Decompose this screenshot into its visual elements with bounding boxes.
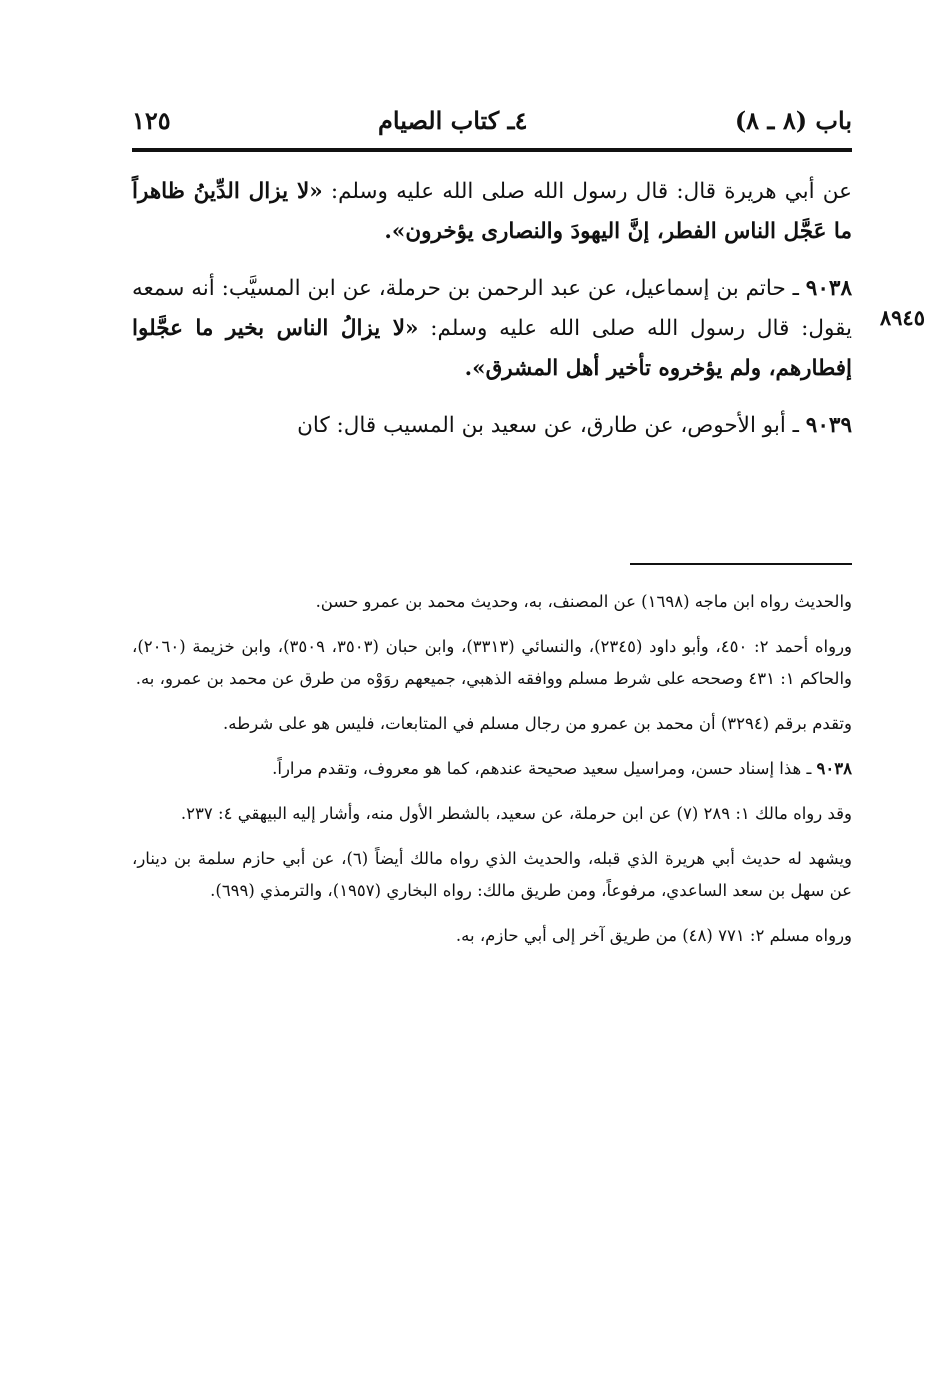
hadith-chain: عن أبي هريرة قال: قال رسول الله صلى الله عليه وسلم: (322, 179, 852, 204)
footnote-number: ٩٠٣٨ (816, 759, 852, 778)
hadith-paragraph-1 (132, 172, 852, 252)
page-number: ١٢٥ (132, 105, 171, 135)
main-text (132, 172, 852, 463)
hadith-number: ٩٠٣٩ (805, 413, 852, 438)
footnotes (132, 586, 852, 965)
hadith-chain: ـ أبو الأحوص، عن طارق، عن سعيد بن المسيب قال: كان (297, 413, 806, 438)
footnote: وتقدم برقم (٣٢٩٤) أن محمد بن عمرو من رجال مسلم في المتابعات، فليس هو على شرطه. (223, 714, 852, 733)
footnote: وقد رواه مالك ١: ٢٨٩ (٧) عن ابن حرملة، عن سعيد، بالشطر الأول منه، وأشار إليه البيهقي ٤: ٢٣٧. (180, 804, 852, 823)
book-title: ٤ـ كتاب الصيام (378, 105, 528, 135)
chapter-reference: باب (٨ ـ ٨) (734, 105, 852, 135)
footnote: ورواه أحمد ٢: ٤٥٠، وأبو داود (٢٣٤٥)، والنسائي (٣٣١٣)، وابن حبان (٣٥٠٣، ٣٥٠٩)، وابن خزيمة (٢٠٦٠)، والحاكم ١: ٤٣١ وصححه على شرط مسلم ووافقه الذهبي، جميعهم روَوْه من طرق عن محمد بن عمرو، به. (132, 637, 853, 688)
hadith-paragraph-2 (132, 269, 852, 389)
hadith-quote: «لا يزال الدِّينُ ظاهراً ما عَجَّل الناس الفطر، إنَّ اليهودَ والنصارى يؤخرون». (132, 179, 852, 244)
footnote: ويشهد له حديث أبي هريرة الذي قبله، والحديث الذي رواه مالك أيضاً (٦)، عن أبي حازم سلمة بن دينار، عن سهل بن سعد الساعدي، مرفوعاً، ومن طريق مالك: رواه البخاري (١٩٥٧)، والترمذي (٦٩٩). (132, 849, 853, 900)
hadith-chain: ـ حاتم بن إسماعيل، عن عبد الرحمن بن حرملة، عن ابن المسيَّب: أنه سمعه يقول: قال رسول الله صلى الله عليه وسلم: (132, 276, 853, 341)
hadith-paragraph-3 (132, 406, 852, 446)
margin-reference-number: ٨٩٤٥ (879, 305, 925, 330)
footnote: والحديث رواه ابن ماجه (١٦٩٨) عن المصنف، به، وحديث محمد بن عمرو حسن. (315, 592, 852, 611)
footnote-text: ـ هذا إسناد حسن، ومراسيل سعيد صحيحة عندهم، كما هو معروف، وتقدم مراراً. (272, 759, 817, 778)
hadith-number: ٩٠٣٨ (805, 276, 852, 301)
footnote: ورواه مسلم ٢: ٧٧١ (٤٨) من طريق آخر إلى أبي حازم، به. (455, 926, 852, 945)
header-rule (132, 148, 852, 152)
running-header (132, 98, 852, 142)
footnote (132, 753, 852, 785)
hadith-quote: «لا يزالُ الناس بخير ما عجَّلوا إفطارهم، ولم يؤخروه تأخير أهل المشرق». (132, 316, 852, 381)
footnote-separator (630, 563, 852, 565)
